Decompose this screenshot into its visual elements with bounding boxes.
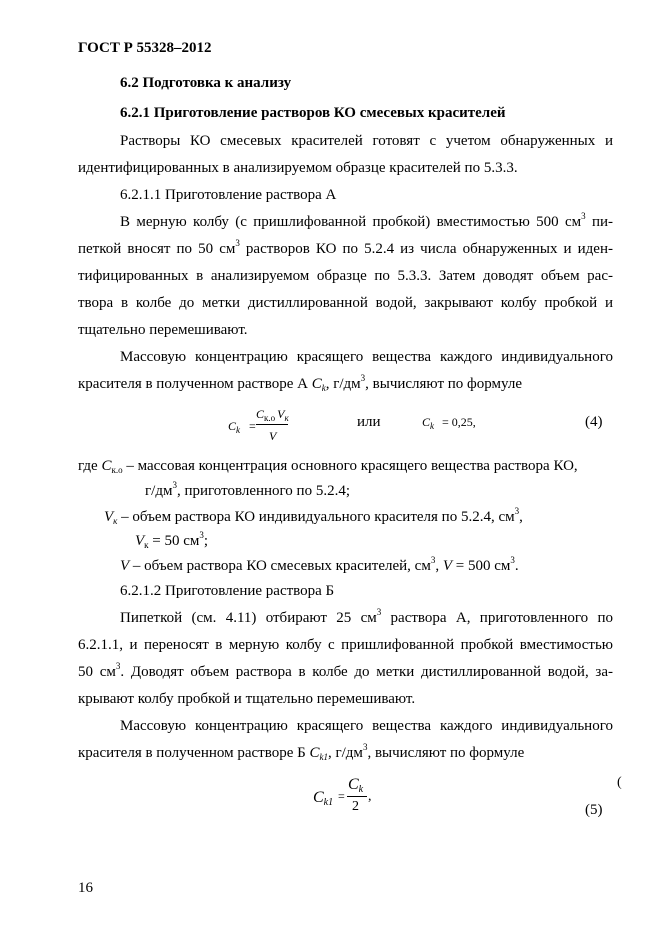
where-line: $V_к$ – объем раствора КО индивидуального красителя по 5.2.4, $см^3$,	[104, 506, 523, 526]
formula-lhs: $C_{k1}$	[313, 789, 334, 808]
paragraph-line: В мерную колбу (с пришлифованной пробкой) вместимостью 500 $см^3$ пи-	[120, 211, 613, 230]
subsection-heading: 6.2.1 Приготовление растворов КО смесевых красителей	[120, 105, 506, 121]
paragraph-line: твора в колбе до метки дистиллированной водой, закрывают колбу пробкой и	[78, 295, 613, 311]
paragraph-line: Пипеткой (см. 4.11) отбирают 25 $см^3$ раствора А, приготовленного по	[120, 607, 613, 626]
formula-numerator: $C_{к.о}$ $V_к$	[256, 407, 289, 423]
paragraph-line: 6.2.1.1, и переносят в мерную колбу с пришлифованной пробкой вместимостью	[78, 637, 613, 653]
paragraph-line: петкой вносят по 50 $см^3$ растворов КО по 5.2.4 из числа обнаруженных и иден-	[78, 238, 613, 257]
page-number: 16	[78, 880, 93, 896]
subheading-a: 6.2.1.1 Приготовление раствора А	[120, 187, 337, 203]
formula-comma: ,	[368, 789, 372, 804]
where-line: $г/дм^3$, приготовленного по 5.2.4;	[145, 480, 351, 499]
formula-denominator: 2	[352, 799, 359, 814]
paragraph-line: Растворы КО смесевых красителей готовят с учетом обнаруженных и	[120, 133, 613, 149]
equation-number: (5)	[585, 802, 603, 818]
where-line: V – объем раствора КО смесевых красителей, $см^3$, V = 500 $см^3$.	[120, 555, 519, 574]
fraction-bar	[347, 796, 367, 797]
paragraph-line: красителя в полученном растворе Б $C_{k1}$, $г/дм^3$, вычисляют по формуле	[78, 742, 525, 762]
paragraph-line: красителя в полученном растворе А $C_k$, $г/дм^3$, вычисляют по формуле	[78, 373, 522, 393]
paragraph-line: крывают колбу пробкой и тщательно перемешивают.	[78, 691, 416, 707]
paragraph-line: идентифицированных в анализируемом образце красителей по 5.3.3.	[78, 160, 518, 176]
subheading-b: 6.2.1.2 Приготовление раствора Б	[120, 583, 335, 599]
formula-equals: =	[249, 419, 256, 433]
document-header: ГОСТ Р 55328–2012	[78, 40, 212, 56]
where-line: где $C_{к.о}$ – массовая концентрация основного красящего вещества раствора КО,	[78, 458, 578, 475]
fraction-bar	[256, 424, 288, 425]
formula-numerator: $C_k$	[348, 776, 364, 795]
equation-number: (4)	[585, 414, 603, 430]
formula-alt-lhs: $C_k$	[422, 415, 435, 431]
section-heading: 6.2 Подготовка к анализу	[120, 75, 292, 91]
paragraph-line: тщательно перемешивают.	[78, 322, 248, 338]
paragraph-line: 50 $см^3$. Доводят объем раствора в колбе до метки дистиллированной водой, за-	[78, 661, 613, 680]
equation-paren-fragment: (	[617, 775, 622, 790]
formula-denominator: V	[269, 429, 277, 443]
formula-or: или	[357, 414, 381, 430]
paragraph-line: Массовую концентрацию красящего вещества каждого индивидуального	[120, 718, 613, 734]
formula-alt-rhs: = 0,25,	[442, 415, 476, 429]
paragraph-line: тифицированных в анализируемом образце по 5.3.3. Затем доводят объем рас-	[78, 268, 613, 284]
paragraph-line: Массовую концентрацию красящего вещества каждого индивидуального	[120, 349, 613, 365]
where-line: $V_к = 50$ $см^3$;	[135, 530, 209, 550]
formula-lhs: $C_k$	[228, 419, 241, 435]
formula-equals: =	[338, 789, 345, 803]
